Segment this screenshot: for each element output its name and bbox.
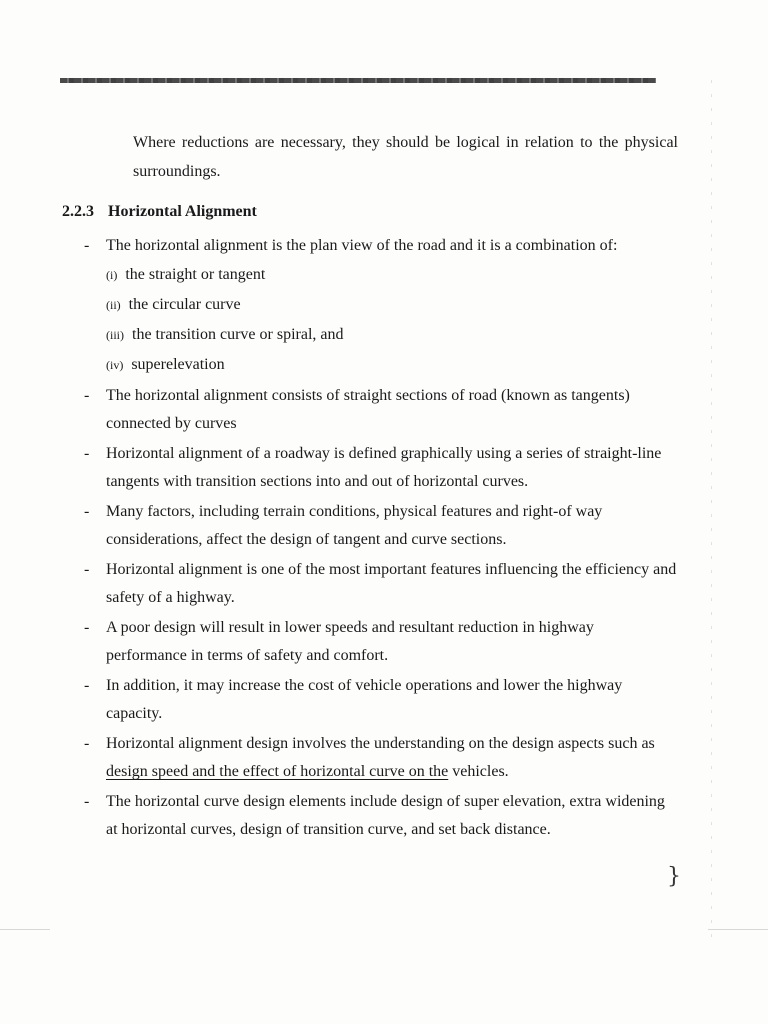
list-item <box>78 382 678 438</box>
scan-bottom-line <box>0 929 50 930</box>
section-heading <box>62 201 257 223</box>
sub-list-item-text: the straight or tangent <box>125 266 266 283</box>
sub-list-item <box>106 350 678 380</box>
roman-numeral: (ii) <box>106 298 121 312</box>
sub-list-item-text: superelevation <box>131 356 225 373</box>
scan-bottom-line <box>708 929 768 930</box>
section-number: 2.2.3 <box>62 203 94 220</box>
section-title: Horizontal Alignment <box>108 203 257 220</box>
list-item-text: A poor design will result in lower speeds and resultant reduction in highway performance in terms of safety and comfort. <box>106 619 594 664</box>
scan-edge-mark <box>711 80 712 940</box>
bullet-dash: - <box>84 793 90 810</box>
list-item-text: vehicles. <box>448 763 509 780</box>
list-item-text: The horizontal alignment consists of straight sections of road (known as tangents) connected by curves <box>106 387 630 432</box>
bullet-dash: - <box>84 619 90 636</box>
list-item-text: Horizontal alignment design involves the understanding on the design aspects such as <box>106 735 655 752</box>
list-item-text: Many factors, including terrain conditions, physical features and right-of way considerations, affect the design of tangent and curve sections. <box>106 503 603 548</box>
bullet-dash: - <box>84 503 90 520</box>
underlined-phrase: design speed and the effect of horizontal curve on the <box>106 763 449 780</box>
list-item <box>78 232 678 380</box>
list-item <box>78 672 678 728</box>
list-item <box>78 556 678 612</box>
sub-list-item <box>106 260 678 290</box>
list-item-text: The horizontal curve design elements include design of super elevation, extra widening at horizontal curves, design of transition curve, and set back distance. <box>106 793 665 838</box>
roman-numeral: (iv) <box>106 358 124 372</box>
bullet-dash: - <box>84 735 90 752</box>
bullet-list <box>78 232 678 846</box>
list-item-text: The horizontal alignment is the plan view of the road and it is a combination of: <box>106 237 618 254</box>
bullet-dash: - <box>84 677 90 694</box>
sub-list-item-text: the circular curve <box>128 296 241 313</box>
bullet-dash: - <box>84 561 90 578</box>
header-rule <box>60 78 656 83</box>
sub-list-item <box>106 320 678 350</box>
list-item <box>78 498 678 554</box>
intro-paragraph: Where reductions are necessary, they should be logical in relation to the physical surroundings. <box>133 134 678 180</box>
list-item <box>78 614 678 670</box>
list-item-text: Horizontal alignment of a roadway is defined graphically using a series of straight-line tangents with transition sections into and out of horizontal curves. <box>106 445 662 490</box>
roman-numeral: (i) <box>106 268 118 282</box>
list-item-text: Horizontal alignment is one of the most important features influencing the efficiency and safety of a highway. <box>106 561 677 606</box>
list-item-text: In addition, it may increase the cost of vehicle operations and lower the highway capacity. <box>106 677 623 722</box>
list-item <box>78 440 678 496</box>
roman-numeral: (iii) <box>106 328 124 342</box>
bullet-dash: - <box>84 237 90 254</box>
bullet-dash: - <box>84 445 90 462</box>
sub-list-item <box>106 290 678 320</box>
handwritten-brace: } <box>667 864 681 889</box>
sub-list-item-text: the transition curve or spiral, and <box>132 326 344 343</box>
sub-list <box>106 260 678 380</box>
bullet-dash: - <box>84 387 90 404</box>
list-item <box>78 788 678 844</box>
list-item <box>78 730 678 786</box>
